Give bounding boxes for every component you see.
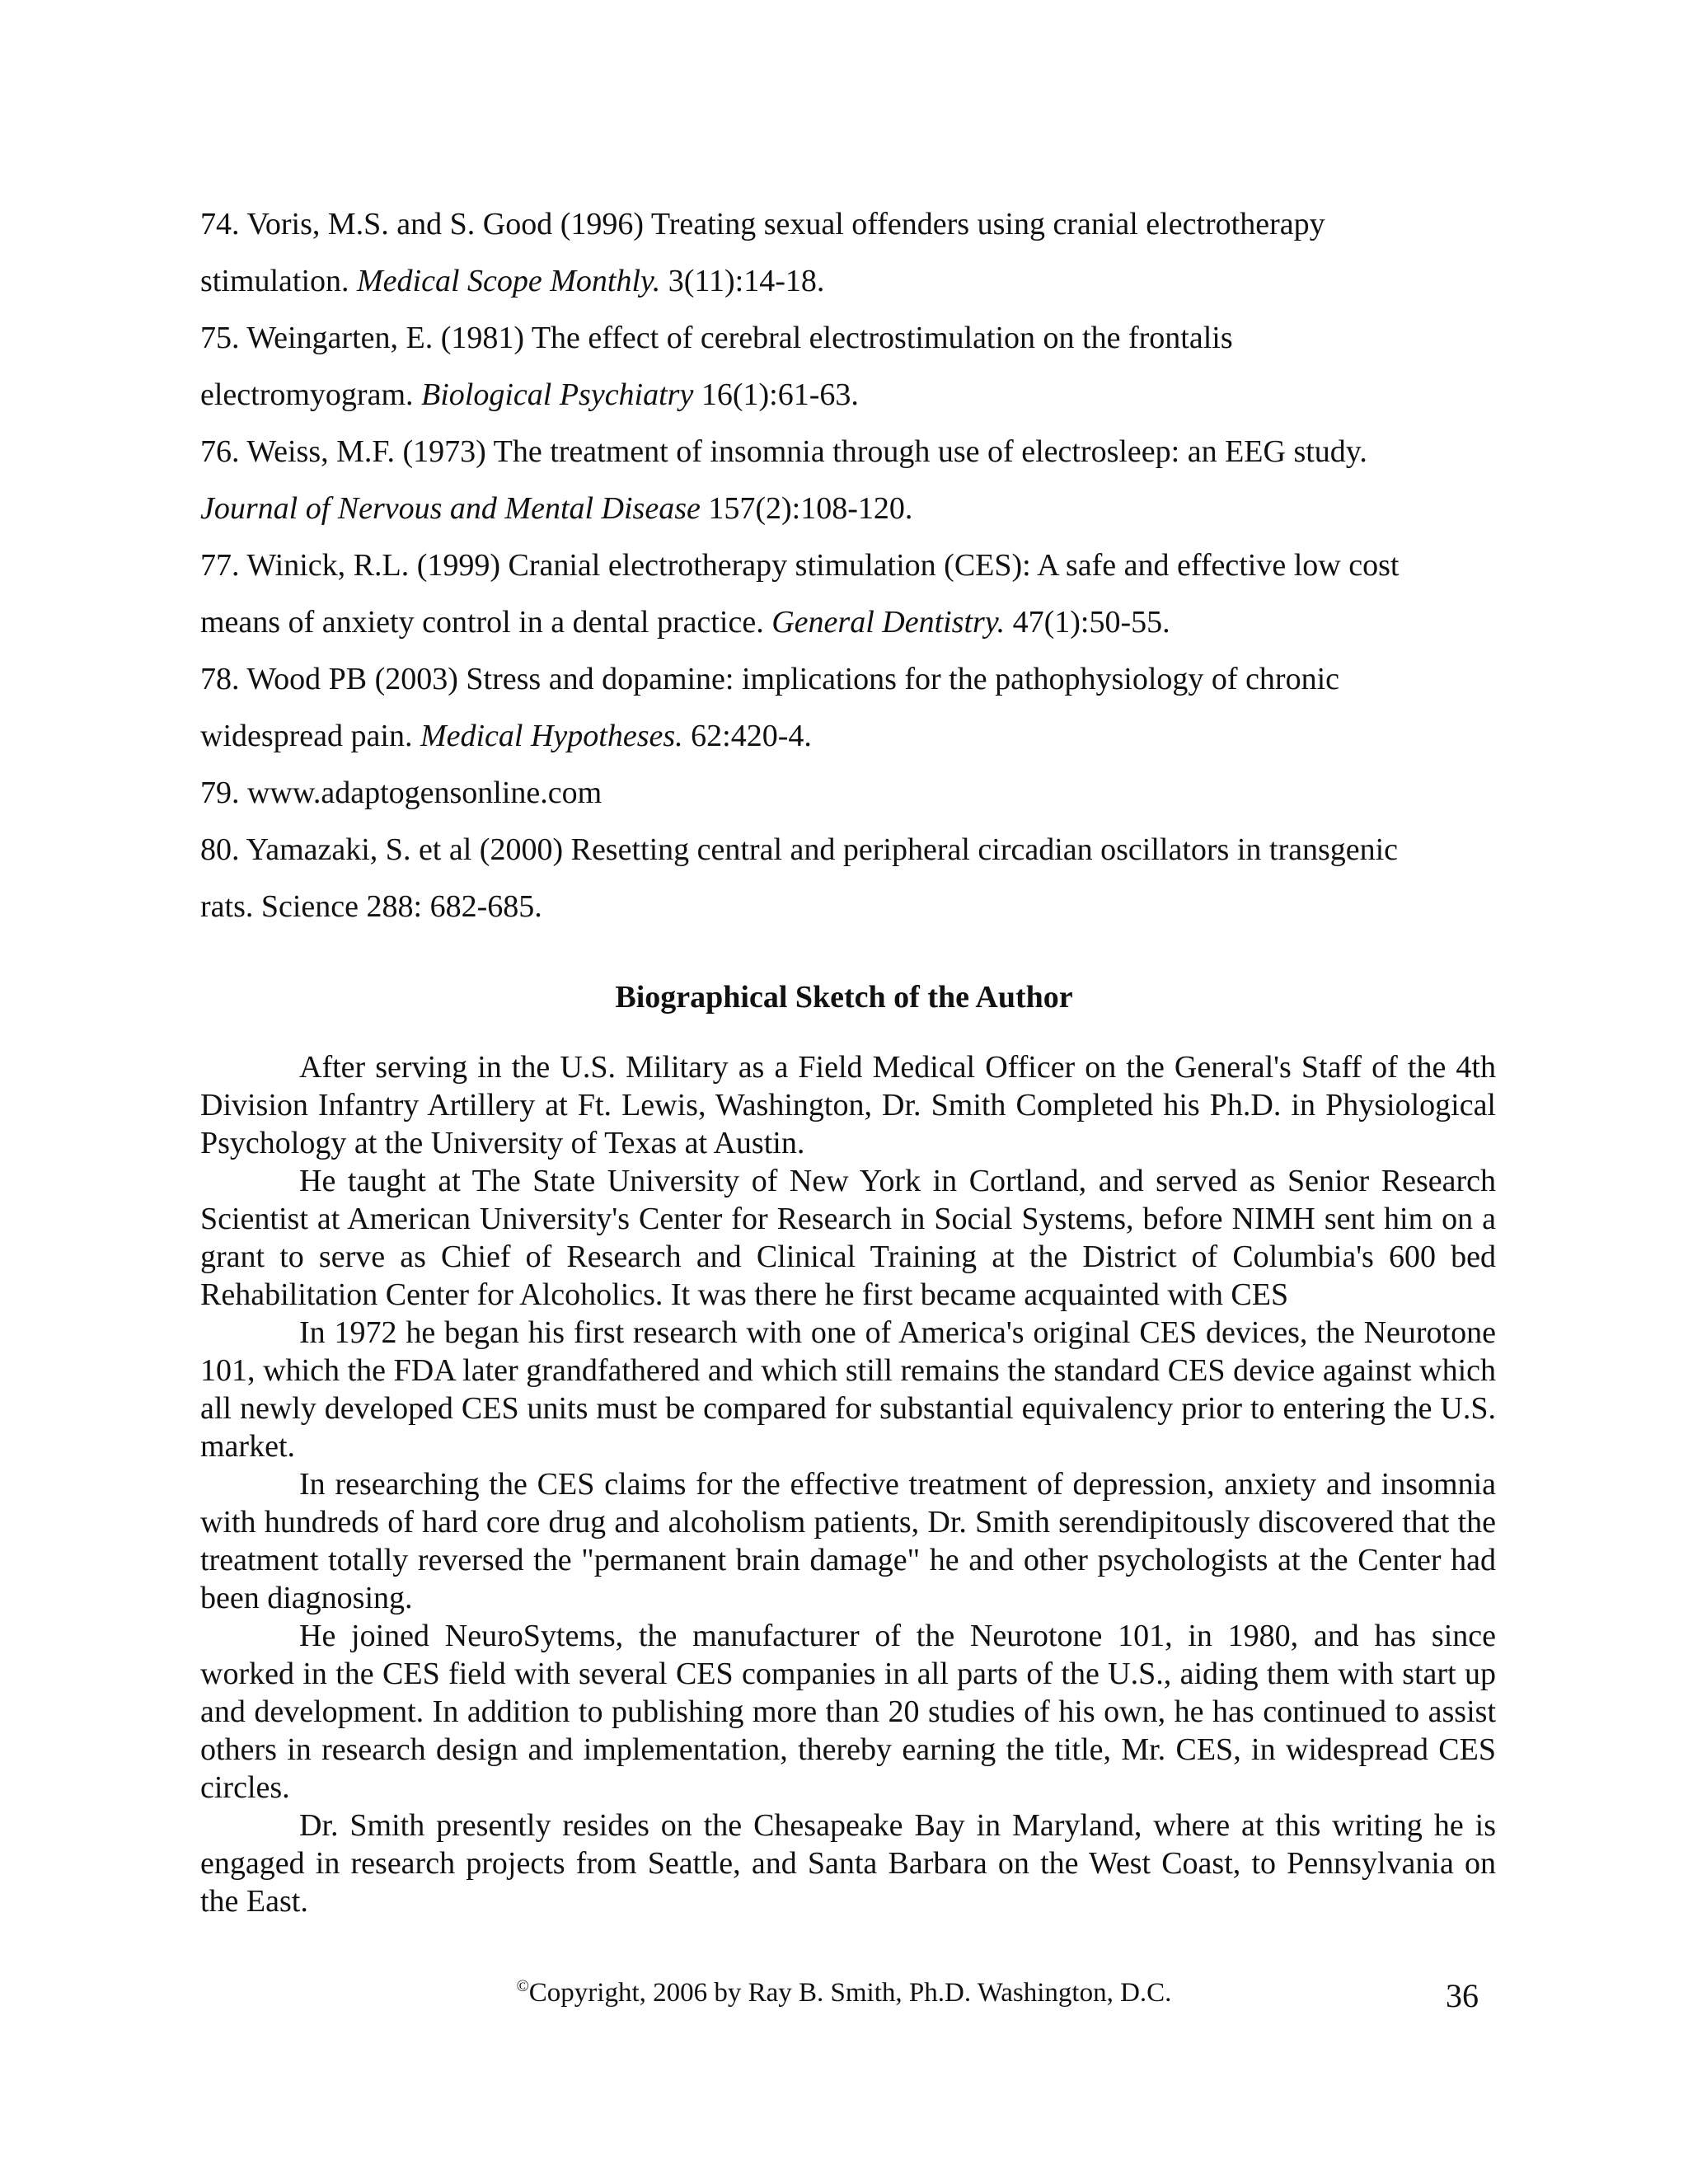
- reference-line: [200, 310, 1503, 367]
- reference-text: 80. Yamazaki, S. et al (2000) Resetting central and peripheral circadian oscillators in transgenic: [200, 832, 1399, 867]
- bio-paragraph: He joined NeuroSytems, the manufacturer of the Neurotone 101, in 1980, and has since worked in the CES field with several CES companies in all parts of the U.S., aiding them with start up and development. In addition to publishing more than 20 studies of his own, he has continued to assist others in research design and implementation, thereby earning the title, Mr. CES, in widespread CES circles.: [200, 1619, 1496, 1805]
- bio-paragraph: He taught at The State University of New York in Cortland, and served as Senior Research Scientist at American University's Center for Research in Social Systems, before NIMH sent him on a grant to serve as Chief of Research and Clinical Training at the District of Columbia's 600 bed Rehabilitation Center for Alcoholics. It was there he first became acquainted with CES: [200, 1164, 1496, 1312]
- reference-text: 47(1):50-55.: [1005, 605, 1170, 640]
- reference-line: [200, 765, 1503, 822]
- bio-paragraph: In 1972 he began his first research with one of America's original CES devices, the Neurotone 101, which the FDA later grandfathered and which still remains the standard CES device against which all newly developed CES units must be compared for substantial equivalency prior to entering the U.S. market.: [200, 1315, 1496, 1464]
- reference-line: [200, 594, 1503, 651]
- reference-text: 16(1):61-63.: [693, 377, 859, 412]
- reference-journal-title: Medical Scope Monthly.: [357, 264, 661, 298]
- reference-line: [200, 651, 1503, 708]
- reference-line: [200, 196, 1503, 253]
- reference-text: stimulation.: [200, 264, 357, 298]
- reference-text: 75. Weingarten, E. (1981) The effect of cerebral electrostimulation on the frontalis: [200, 321, 1233, 355]
- bio-paragraph: In researching the CES claims for the effective treatment of depression, anxiety and insomnia with hundreds of hard core drug and alcoholism patients, Dr. Smith serendipitously discovered that the treatment totally reversed the "permanent brain damage" he and other psychologists at the Center had been diagnosing.: [200, 1467, 1496, 1615]
- reference-line: [200, 537, 1503, 594]
- page-number: 36: [1446, 1977, 1479, 2014]
- bio-paragraph: Dr. Smith presently resides on the Chesapeake Bay in Maryland, where at this writing he is engaged in research projects from Seattle, and Santa Barbara on the West Coast, to Pennsylvania on the East.: [200, 1808, 1496, 1919]
- reference-line: [200, 822, 1503, 879]
- reference-text: electromyogram.: [200, 377, 422, 412]
- reference-line: [200, 424, 1503, 480]
- reference-text: 78. Wood PB (2003) Stress and dopamine: implications for the pathophysiology of chronic: [200, 662, 1340, 696]
- reference-text: 157(2):108-120.: [700, 491, 913, 526]
- reference-text: 3(11):14-18.: [660, 264, 825, 298]
- bio-paragraph: After serving in the U.S. Military as a Field Medical Officer on the General's Staff of the 4th Division Infantry Artillery at Ft. Lewis, Washington, Dr. Smith Completed his Ph.D. in Physiological Psychology at the University of Texas at Austin.: [200, 1050, 1496, 1160]
- reference-line: [200, 708, 1503, 765]
- reference-list: [200, 196, 1503, 935]
- reference-text: means of anxiety control in a dental practice.: [200, 605, 772, 640]
- bio-heading: Biographical Sketch of the Author: [615, 980, 1073, 1015]
- reference-journal-title: Medical Hypotheses.: [420, 719, 683, 753]
- bio-body: [200, 1048, 1496, 1920]
- reference-text: 74. Voris, M.S. and S. Good (1996) Treating sexual offenders using cranial electrotherapy: [200, 207, 1325, 241]
- reference-text: 77. Winick, R.L. (1999) Cranial electrotherapy stimulation (CES): A safe and effective low cost: [200, 548, 1400, 583]
- copyright-notice: [0, 1976, 1688, 2009]
- reference-line: [200, 253, 1503, 310]
- copyright-symbol: ©: [516, 1977, 529, 1995]
- reference-line: [200, 879, 1503, 935]
- reference-text: widespread pain.: [200, 719, 420, 753]
- reference-journal-title: General Dentistry.: [771, 605, 1006, 640]
- reference-text: 79. www.adaptogensonline.com: [200, 776, 603, 810]
- reference-text: 62:420-4.: [682, 719, 812, 753]
- copyright-text: Copyright, 2006 by Ray B. Smith, Ph.D. Washington, D.C.: [528, 1978, 1172, 2008]
- reference-journal-title: Biological Psychiatry: [421, 377, 694, 412]
- reference-text: 76. Weiss, M.F. (1973) The treatment of insomnia through use of electrosleep: an EEG study.: [200, 434, 1367, 469]
- reference-line: [200, 367, 1503, 424]
- reference-journal-title: Journal of Nervous and Mental Disease: [200, 491, 701, 526]
- reference-text: rats. Science 288: 682-685.: [200, 889, 542, 924]
- reference-line: [200, 480, 1503, 537]
